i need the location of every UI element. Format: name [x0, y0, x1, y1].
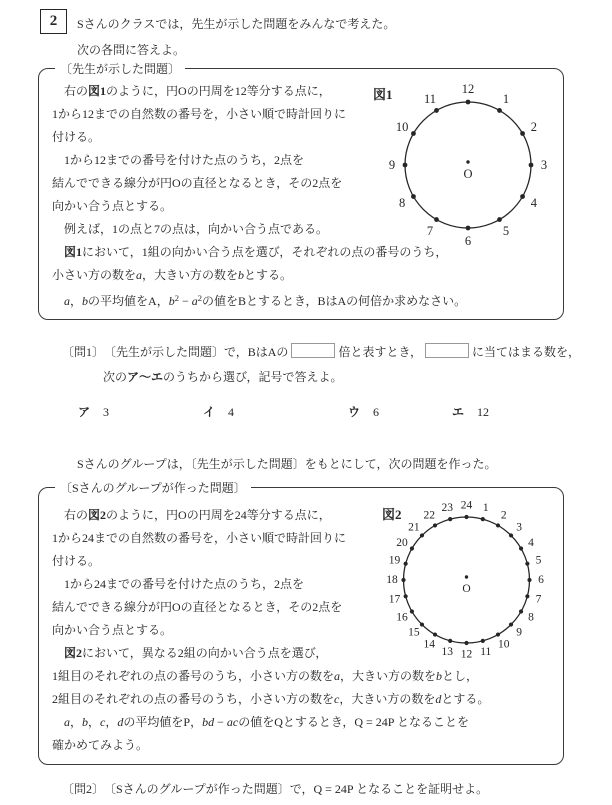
text-segment: 小さい方の数を [52, 268, 137, 282]
text-segment [52, 294, 64, 308]
circle-point-dot [481, 517, 485, 521]
center-dot [465, 575, 468, 578]
text-segment: ，大きい方の数を [142, 268, 239, 282]
text-segment: b [82, 294, 89, 308]
text-segment: のように，円Oの円周を12等分する点に， [106, 84, 331, 98]
point-number-label: 9 [388, 158, 396, 172]
teacher-problem-title: 〔先生が示した問題〕 [55, 60, 185, 77]
text-segment: ， [70, 715, 83, 729]
circle-point-dot [448, 639, 452, 643]
text-segment: ， [88, 715, 101, 729]
circle-point-dot [529, 163, 534, 168]
text-segment: に当てはまる数を， [471, 345, 580, 359]
option-value: 3 [103, 405, 110, 419]
answer-blank-box [425, 343, 469, 358]
text-segment: ，大きい方の数を [340, 669, 437, 683]
text-segment: 確かめてみよう。 [52, 738, 149, 752]
group-problem-line [52, 665, 552, 688]
circle-point-dot [448, 517, 452, 521]
point-number-label: 7 [426, 223, 434, 238]
point-number-label: 12 [460, 648, 473, 661]
point-number-label: 6 [538, 574, 544, 586]
text-segment: 1組目のそれぞれの点の番号のうち，小さい方の数を [52, 669, 335, 683]
circle-point-dot [420, 533, 424, 537]
group-problem-line [52, 734, 552, 757]
text-segment: 次の [103, 370, 128, 384]
center-label: O [463, 167, 473, 181]
question2-text [62, 778, 488, 801]
point-number-label: 22 [423, 509, 435, 522]
circle-point-dot [403, 163, 408, 168]
text-segment: d [117, 715, 124, 729]
figure1-circle-diagram [383, 80, 553, 250]
text-segment: 結んでできる線分が円Oの直径となるとき，その2点を [52, 176, 343, 190]
text-segment: において，1組の向かい合う点を選び，それぞれの点の番号のうち， [82, 245, 448, 259]
problem-number-box [40, 9, 67, 34]
point-number-label: 4 [530, 196, 537, 210]
text-segment: b [168, 294, 175, 308]
text-segment: 図1 [64, 245, 83, 259]
option-key: ア [78, 405, 91, 419]
option-key: ウ [348, 405, 361, 419]
text-segment: のうちから選び，記号で答えよ。 [163, 370, 343, 384]
text-segment: とし， [442, 669, 479, 683]
group-intro-text: Sさんのグループは，〔先生が示した問題〕をもとにして，次の問題を作った。 [77, 457, 497, 471]
text-segment: の値をQとするとき，Q = 24P となることを [238, 715, 470, 729]
point-number-label: 6 [464, 234, 472, 248]
question1-instruction [103, 366, 343, 389]
teacher-problem-line [52, 264, 552, 287]
group-problem-title: 〔Sさんのグループが作った問題〕 [55, 479, 251, 496]
circle-point-dot [464, 641, 468, 645]
text-segment: において，異なる2組の向かい合う点を選び， [82, 646, 328, 660]
point-number-label: 11 [423, 92, 437, 107]
circle-point-dot [410, 609, 414, 613]
circle-point-dot [466, 100, 471, 105]
center-label: O [462, 583, 471, 595]
option-i [203, 403, 234, 420]
point-number-label: 18 [386, 574, 398, 586]
point-number-label: 2 [500, 509, 507, 522]
point-number-label: 10 [395, 120, 409, 134]
circle-point-dot [404, 562, 408, 566]
text-segment: のように，円Oの円周を24等分する点に， [106, 508, 331, 522]
circle-point-dot [496, 523, 500, 527]
text-segment: 右の [52, 84, 89, 98]
text-segment: 1から12までの自然数の番号を，小さい順で時計回りに [52, 107, 347, 121]
circle-point-dot [433, 523, 437, 527]
text-segment: 1から24までの自然数の番号を，小さい順で時計回りに [52, 531, 347, 545]
point-number-label: 14 [423, 638, 435, 651]
text-segment: 図2 [64, 646, 83, 660]
circle-point-dot [519, 609, 523, 613]
point-number-label: 19 [388, 554, 401, 567]
text-segment: 2 [197, 293, 202, 303]
text-segment: a [136, 268, 143, 282]
point-number-label: 15 [408, 626, 420, 639]
point-number-label: 11 [480, 645, 492, 658]
text-segment: 図2 [88, 508, 107, 522]
option-value: 6 [373, 405, 380, 419]
text-segment: 付ける。 [52, 554, 101, 568]
circle-point-dot [420, 622, 424, 626]
text-segment: ， [105, 715, 118, 729]
point-number-label: 20 [396, 536, 408, 549]
point-number-label: 3 [516, 521, 523, 534]
circle-point-dot [525, 594, 529, 598]
circle-point-dot [496, 632, 500, 636]
circle-point-dot [520, 131, 525, 136]
circle-point-dot [527, 578, 531, 582]
text-segment: b [436, 669, 443, 683]
option-value: 12 [477, 405, 490, 419]
point-number-label: 8 [399, 196, 406, 210]
point-number-label: 9 [516, 626, 523, 639]
text-segment [52, 245, 64, 259]
answer-options-row [0, 403, 612, 423]
intro-line-1: Sさんのクラスでは，先生が示した問題をみんなで考えた。 [77, 17, 396, 31]
text-segment: ac [226, 715, 239, 729]
text-segment: 倍と表すとき， [338, 345, 422, 359]
text-segment: 〔問1〕 〔先生が示した問題〕で，BはAの [62, 345, 289, 359]
text-segment: とする。 [441, 692, 490, 706]
teacher-problem-line [52, 287, 552, 313]
point-number-label: 4 [528, 536, 534, 549]
circle-point-dot [520, 194, 525, 199]
point-number-label: 16 [396, 611, 408, 624]
text-segment: a [64, 715, 71, 729]
text-segment: b [238, 268, 245, 282]
circle-point-dot [410, 546, 414, 550]
option-e [452, 403, 489, 420]
figure1-label: 図1 [373, 87, 393, 102]
text-segment: a [64, 294, 71, 308]
point-number-label: 1 [482, 502, 489, 515]
option-u [348, 403, 379, 420]
text-segment: a [334, 669, 341, 683]
point-number-label: 12 [461, 82, 475, 96]
text-segment: 1から24までの番号を付けた点のうち，2点を [52, 577, 305, 591]
question1-text [62, 341, 580, 364]
option-key: エ [452, 405, 465, 419]
text-segment: − [178, 294, 192, 308]
figure2-circle-diagram [381, 494, 552, 666]
circle-point-dot [434, 217, 439, 222]
point-number-label: 7 [535, 593, 542, 606]
circle-point-dot [404, 594, 408, 598]
circle-point-dot [509, 533, 513, 537]
text-segment [52, 646, 64, 660]
circle-point-dot [525, 562, 529, 566]
text-segment: 1から12までの番号を付けた点のうち，2点を [52, 153, 305, 167]
circle-point-dot [497, 217, 502, 222]
circle-point-dot [433, 632, 437, 636]
text-segment: a [191, 294, 198, 308]
point-number-label: 24 [460, 499, 473, 512]
text-segment: の平均値をP， [123, 715, 203, 729]
point-number-label: 10 [498, 638, 510, 651]
option-a [78, 403, 109, 420]
text-segment: c [334, 692, 340, 706]
text-segment: ア～エ [127, 370, 164, 384]
figure2-label: 図2 [382, 507, 402, 522]
point-number-label: 5 [502, 223, 510, 238]
text-segment: bd [202, 715, 215, 729]
circle-point-dot [519, 546, 523, 550]
answer-blank-box [291, 343, 335, 358]
problem-number: 2 [49, 13, 58, 29]
point-number-label: 21 [408, 521, 420, 534]
circle-point-dot [411, 194, 416, 199]
text-segment: 向かい合う点とする。 [52, 199, 173, 213]
text-segment: 図1 [88, 84, 107, 98]
point-number-label: 23 [441, 502, 453, 515]
circle-point-dot [434, 108, 439, 113]
point-number-label: 5 [535, 554, 542, 567]
option-value: 4 [228, 405, 235, 419]
text-segment: ， [70, 294, 83, 308]
text-segment: − [214, 715, 227, 729]
circle-point-dot [481, 639, 485, 643]
text-segment [52, 715, 64, 729]
circle-point-dot [466, 226, 471, 231]
option-key: イ [203, 405, 216, 419]
text-segment: 付ける。 [52, 130, 101, 144]
text-segment: b [82, 715, 89, 729]
point-number-label: 8 [528, 611, 534, 624]
text-segment: c [100, 715, 106, 729]
circle-point-dot [509, 622, 513, 626]
intro-line-2: 次の各問に答えよ。 [77, 43, 186, 57]
text-segment: 向かい合う点とする。 [52, 623, 173, 637]
text-segment: 右の [52, 508, 89, 522]
text-segment: 例えば，1の点と7の点は，向かい合う点である。 [52, 222, 329, 236]
text-segment: の平均値をA， [88, 294, 169, 308]
text-segment: ，大きい方の数を [339, 692, 436, 706]
point-number-label: 13 [441, 645, 453, 658]
point-number-label: 3 [540, 158, 548, 172]
circle-point-dot [411, 131, 416, 136]
point-number-label: 2 [530, 120, 537, 134]
text-segment: の値をBとするとき，BはAの何倍か求めなさい。 [201, 294, 467, 308]
circle-outline [405, 102, 531, 228]
text-segment: 結んでできる線分が円Oの直径となるとき，その2点を [52, 600, 343, 614]
text-segment: 〔問2〕 〔Sさんのグループが作った問題〕で，Q = 24P となることを証明せよ。 [62, 782, 489, 796]
circle-point-dot [464, 515, 468, 519]
text-segment: d [435, 692, 442, 706]
group-problem-line [52, 688, 552, 711]
text-segment: 2 [174, 293, 179, 303]
circle-point-dot [497, 108, 502, 113]
point-number-label: 17 [388, 593, 401, 606]
point-number-label: 1 [502, 92, 510, 107]
text-segment: とする。 [244, 268, 293, 282]
center-dot [466, 160, 469, 163]
circle-point-dot [401, 578, 405, 582]
text-segment: 2組目のそれぞれの点の番号のうち，小さい方の数を [52, 692, 335, 706]
group-problem-line [52, 711, 552, 734]
